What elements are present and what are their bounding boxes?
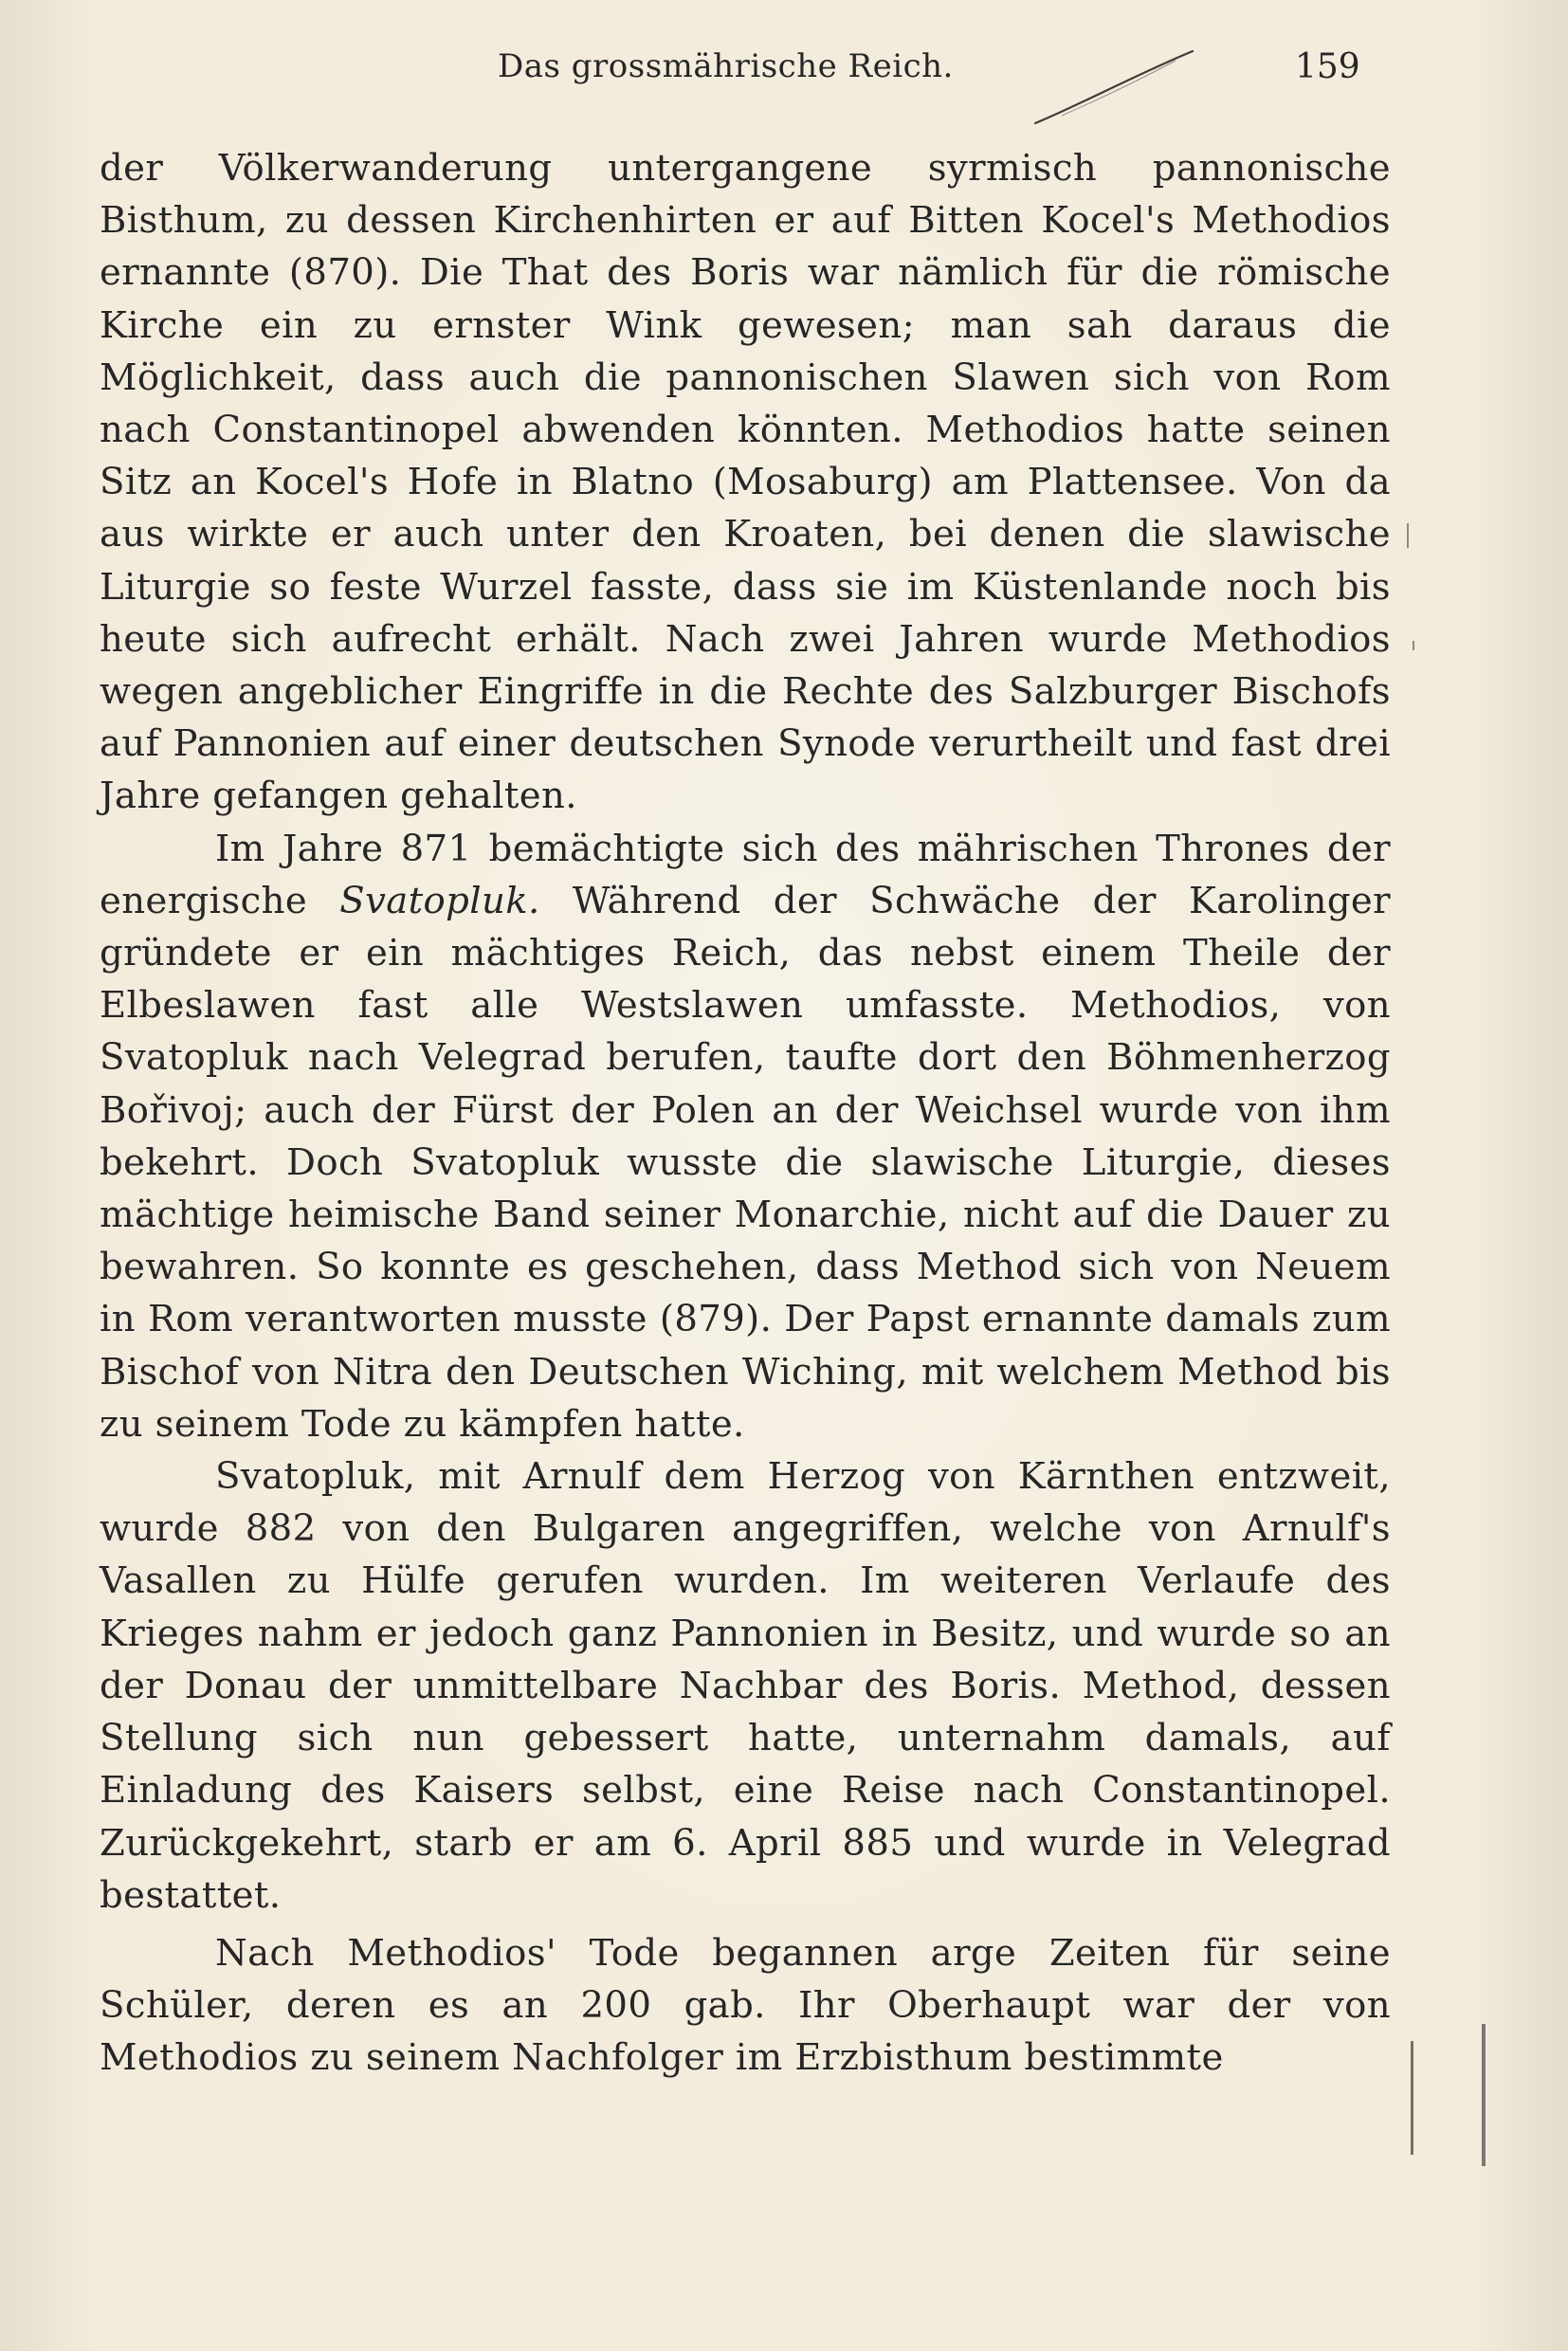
- paragraph-2-text-after: Während der Schwäche der Karolinger gründete er ein mächtiges Reich, das nebst einem Theile der Elbeslawen fast alle Westslawen umfasste. Methodios, von Svatopluk nach Velegrad berufen, taufte dort den Böhmenherzog Bořivoj; auch der Fürst der Polen an der Weichsel wurde von ihm bekehrt. Doch Svatopluk wusste die slawische Liturgie, dieses mächtige heimische Band seiner Monarchie, nicht auf die Dauer zu bewahren. So konnte es geschehen, dass Method sich von Neuem in Rom verantworten musste (879). Der Papst ernannte damals zum Bischof von Nitra den Deutschen Wiching, mit welchem Method bis zu seinem Tode zu kämpfen hatte.: [100, 879, 1391, 1446]
- page-number: 159: [1295, 47, 1360, 86]
- paragraph-2-text-before: Im Jahre 871 bemächtigte sich des mährischen Thrones der energische: [100, 827, 1391, 922]
- paragraph-4: Nach Methodios' Tode begannen arge Zeiten für seine Schüler, deren es an 200 gab. Ihr Oberhaupt war der von Methodios zu seinem Nachfolger im Erzbisthum bestimmte: [100, 1931, 1391, 2080]
- running-title: Das grossmährische Reich.: [498, 47, 954, 85]
- running-head: [0, 47, 1568, 104]
- paragraph-2: [100, 823, 1391, 1450]
- margin-mark-mid: [1413, 641, 1414, 650]
- body-text: [100, 142, 1391, 2085]
- paragraph-3: Svatopluk, mit Arnulf dem Herzog von Kärnthen entzweit, wurde 882 von den Bulgaren angegriffen, welche von Arnulf's Vasallen zu Hülfe gerufen wurden. Im weiteren Verlaufe des Krieges nahm er jedoch ganz Pannonien in Besitz, und wurde so an der Donau der unmittelbare Nachbar des Boris. Method, dessen Stellung sich nun gebessert hatte, unternahm damals, auf Einladung des Kaisers selbst, eine Reise nach Constantinopel. Zurückgekehrt, starb er am 6. April 885 und wurde in Velegrad bestattet.: [100, 1455, 1391, 1917]
- paragraph-1: der Völkerwanderung untergangene syrmisch pannonische Bisthum, zu dessen Kirchenhirten er auf Bitten Kocel's Methodios ernannte (870). Die That des Boris war nämlich für die römische Kirche ein zu ernster Wink gewesen; man sah daraus die Möglichkeit, dass auch die pannonischen Slawen sich von Rom nach Constantinopel abwenden könnten. Methodios hatte seinen Sitz an Kocel's Hofe in Blatno (Mosaburg) am Plattensee. Von da aus wirkte er auch unter den Kroaten, bei denen die slawische Liturgie so feste Wurzel fasste, dass sie im Küstenlande noch bis heute sich aufrecht erhält. Nach zwei Jahren wurde Methodios wegen angeblicher Eingriffe in die Rechte des Salzburger Bischofs auf Pannonien auf einer deutschen Synode verurtheilt und fast drei Jahre gefangen gehalten.: [100, 147, 1391, 818]
- margin-mark-top: [1407, 523, 1409, 548]
- pencil-mark-icon: [1033, 46, 1194, 131]
- margin-mark-lower-thin: [1482, 2024, 1486, 2166]
- paragraph-2-emphasis: Svatopluk.: [339, 879, 540, 922]
- margin-mark-lower: [1411, 2041, 1413, 2155]
